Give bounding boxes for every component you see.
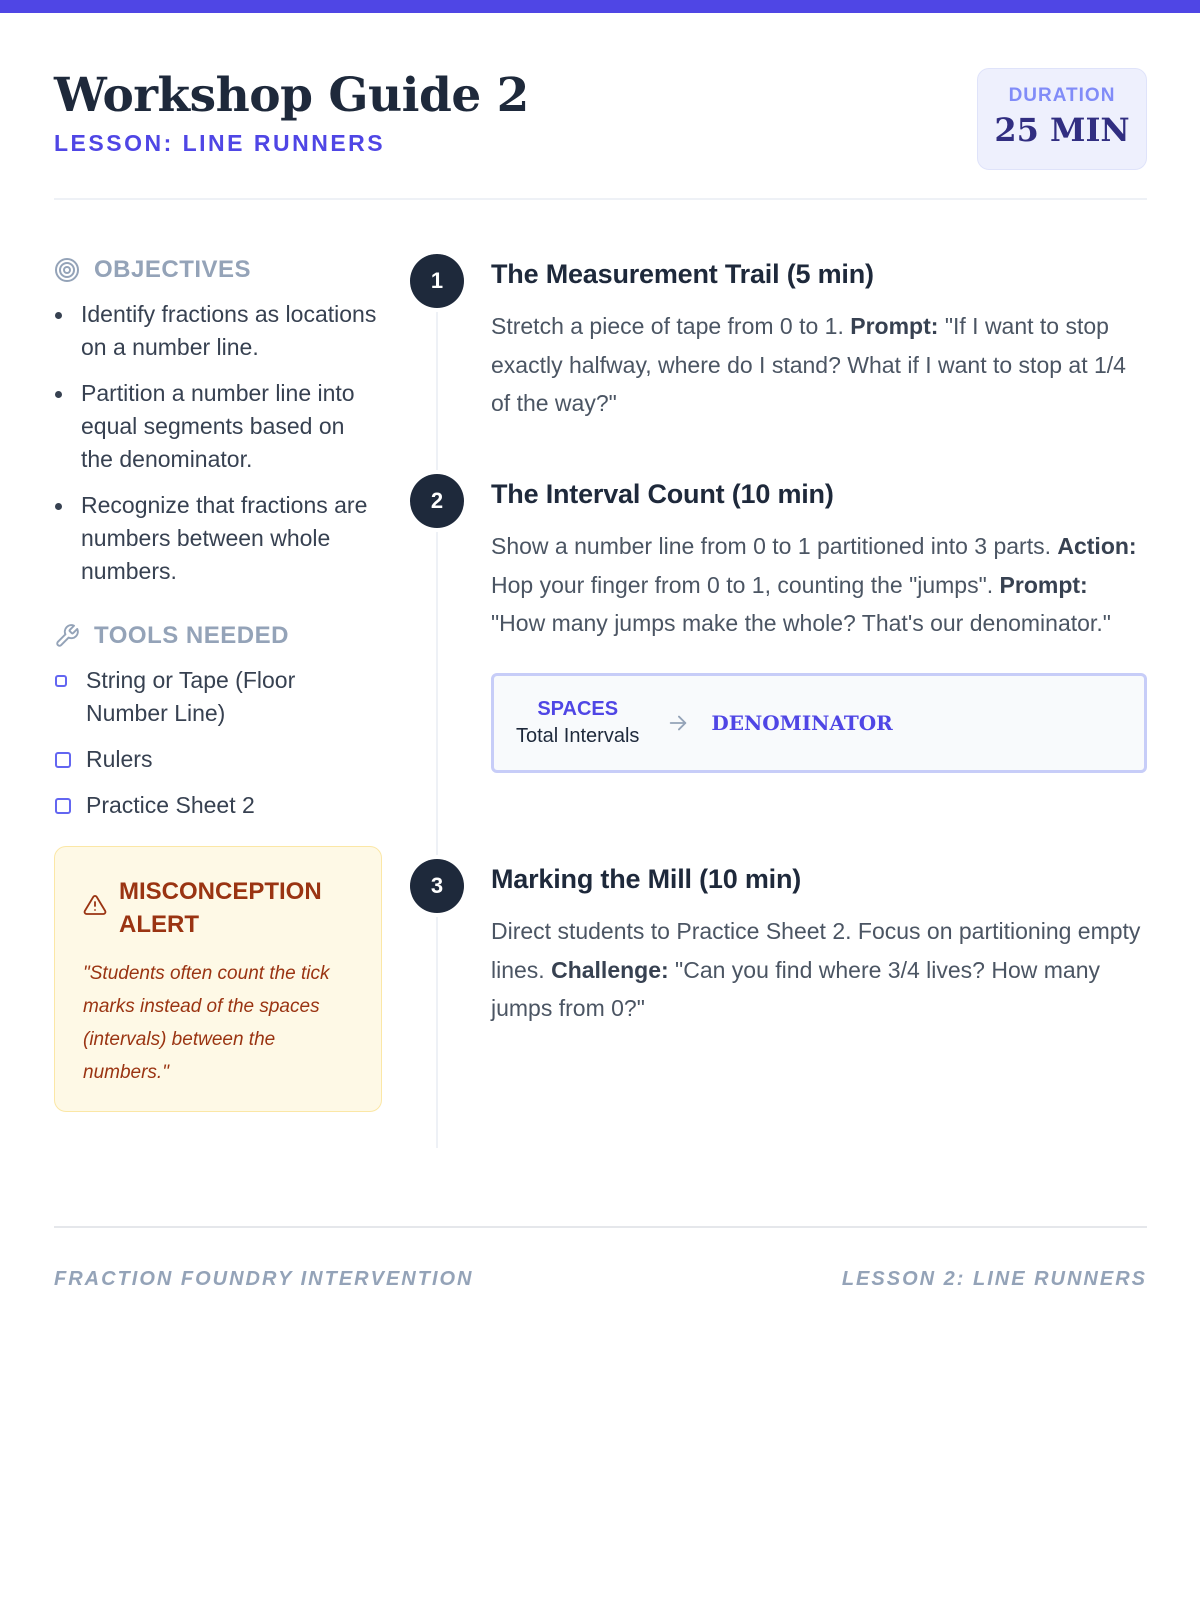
step-1: [491, 257, 1147, 423]
alert-header: [83, 875, 355, 941]
step-body: Stretch a piece of tape from 0 to 1. Prompt: "If I want to stop exactly halfway, where do I stand? What if I want to stop at 1/4 of the way?": [491, 313, 1126, 416]
step-label: Challenge:: [551, 956, 669, 983]
duration-value: 25 MIN: [994, 111, 1130, 149]
tool-text: Practice Sheet 2: [86, 792, 255, 818]
objectives-heading-text: OBJECTIVES: [94, 256, 252, 283]
tool-checkbox[interactable]: [55, 752, 71, 768]
objectives-list: [54, 298, 382, 588]
objective-text: Recognize that fractions are numbers between whole numbers.: [81, 492, 368, 584]
tool-item: [54, 789, 382, 822]
step-body: Show a number line from 0 to 1 partitioned into 3 parts. Action: Hop your finger from 0 to 1, counting the "jumps". Prompt: "How many jumps make the whole? That's our denominator.": [491, 533, 1137, 636]
step-number-badge: 3: [410, 859, 464, 913]
arrow-right-icon: [667, 712, 689, 734]
alert-quote: "Students often count the tick marks instead of the spaces (intervals) between the numbers.": [83, 963, 330, 1083]
step-3: [491, 862, 1147, 1028]
page-footer: [54, 1226, 1147, 1290]
sidebar: [54, 254, 382, 1112]
step-label: Prompt:: [850, 313, 939, 339]
top-accent-bar: [0, 0, 1200, 13]
wrench-icon: [54, 623, 80, 649]
objective-text: Partition a number line into equal segments based on the denominator.: [81, 380, 355, 472]
tools-heading: [54, 620, 382, 652]
step-number-badge: 2: [410, 474, 464, 528]
concept-description: Total Intervals: [516, 724, 640, 747]
bullet-dot: [55, 312, 62, 319]
tool-item: [54, 664, 382, 730]
timeline-line: [436, 282, 438, 1148]
objective-text: Identify fractions as locations on a number line.: [81, 301, 377, 360]
step-title: The Interval Count (10 min): [491, 479, 834, 509]
concept-box: [491, 673, 1147, 773]
objective-item: [54, 489, 382, 588]
alert-title: MISCONCEPTION ALERT: [119, 878, 322, 938]
duration-label: DURATION: [1008, 85, 1116, 106]
step-title: Marking the Mill (10 min): [491, 864, 802, 894]
bullet-dot: [55, 503, 62, 510]
misconception-alert: [54, 846, 382, 1112]
objectives-heading: [54, 254, 382, 286]
step-body: Direct students to Practice Sheet 2. Focus on partitioning empty lines. Challenge: "Can you find where 3/4 lives? How many jumps from 0?": [491, 918, 1141, 1021]
target-icon: [54, 257, 80, 283]
objective-item: [54, 377, 382, 476]
tool-text: String or Tape (Floor Number Line): [86, 667, 296, 726]
lesson-subtitle: LESSON: LINE RUNNERS: [54, 130, 386, 156]
bullet-dot: [55, 391, 62, 398]
step-label: Prompt:: [999, 571, 1088, 598]
step-title: The Measurement Trail (5 min): [491, 259, 874, 289]
tools-heading-text: TOOLS NEEDED: [94, 622, 289, 649]
warning-icon: [83, 893, 107, 917]
concept-result: DENOMINATOR: [711, 710, 893, 735]
concept-term: SPACES: [537, 697, 619, 720]
duration-badge: [977, 68, 1147, 170]
page-title: Workshop Guide 2: [54, 68, 529, 123]
objective-item: [54, 298, 382, 364]
tool-item: [54, 743, 382, 776]
tool-checkbox[interactable]: [55, 675, 67, 687]
step-2: [491, 477, 1147, 773]
footer-lesson: LESSON 2: LINE RUNNERS: [841, 1268, 1147, 1290]
tool-text: Rulers: [86, 746, 153, 772]
page-header: [54, 66, 1147, 200]
tools-list: [54, 664, 382, 822]
concept-term-block: [516, 698, 639, 748]
tool-checkbox[interactable]: [55, 798, 71, 814]
footer-program: FRACTION FOUNDRY INTERVENTION: [54, 1268, 474, 1290]
step-number-badge: 1: [410, 254, 464, 308]
step-label: Action:: [1057, 533, 1137, 559]
